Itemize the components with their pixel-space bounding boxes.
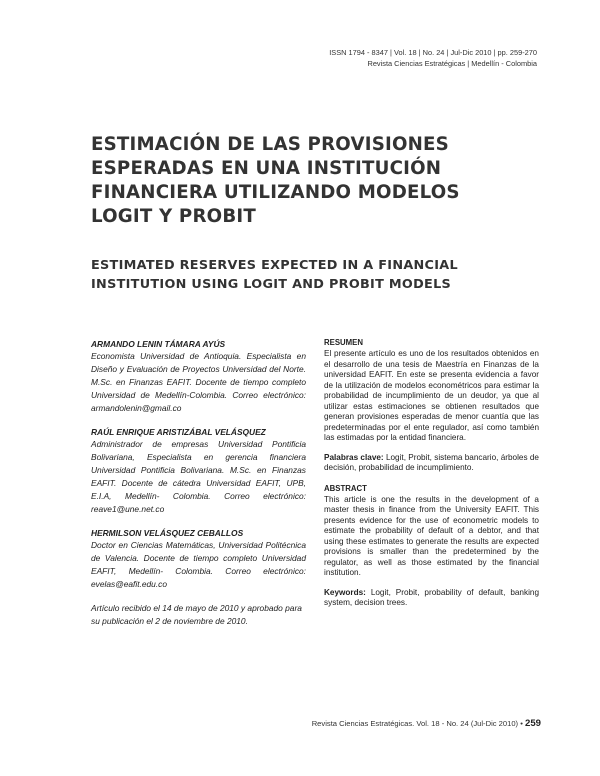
palabras-clave <box>324 453 539 474</box>
title-spanish: ESTIMACIÓN DE LAS PROVISIONES ESPERADAS EN UNA INSTITUCIÓN FINANCIERA UTILIZANDO MODELOS LOGIT Y PROBIT <box>91 134 460 227</box>
received-note: Artículo recibido el 14 de mayo de 2010 y aprobado para su publicación el 2 de noviembre de 2010. <box>91 603 302 626</box>
abstract-text: This article is one the results in the development of a master thesis in finance from the University EAFIT. This presents evidence for the use of econometric models to estimate the probability of default of a debtor, and that using these estimates to generate the results are expected provisions is smaller than the predetermined by the regulator, as well as those estimated by the financial institution. <box>324 494 539 577</box>
palabras-clave-label: Palabras clave: <box>324 452 384 462</box>
footer-journal: Revista Ciencias Estratégicas. Vol. 18 - No. 24 (Jul-Dic 2010) • <box>311 719 523 728</box>
header-issn-line: ISSN 1794 - 8347 | Vol. 18 | No. 24 | Jul-Dic 2010 | pp. 259-270 <box>329 48 537 57</box>
author-bio-2: Administrador de empresas Universidad Pontificia Bolivariana, Especialista en gerencia financiera Universidad Pontificia Bolivariana. M.Sc. en Finanzas EAFIT. Docente de cátedra Universidad EAFIT, UPB, E.I.A, Medellín- Colombia. Correo electrónico: reave1@une.net.co <box>91 439 306 514</box>
journal-header <box>329 47 537 69</box>
author-name-3: HERMILSON VELÁSQUEZ CEBALLOS <box>91 528 244 538</box>
abstract-heading: ABSTRACT <box>324 483 367 493</box>
keywords-text: Logit, Probit, probability of default, banking system, decision trees. <box>324 587 539 607</box>
page-number: 259 <box>524 718 541 729</box>
abstract-column <box>324 338 539 609</box>
title-english: ESTIMATED RESERVES EXPECTED IN A FINANCIAL INSTITUTION USING LOGIT AND PROBIT MODELS <box>91 258 458 292</box>
header-journal-line: Revista Ciencias Estratégicas | Medellín - Colombia <box>367 59 537 68</box>
palabras-clave-text: Logit, Probit, sistema bancario, árboles de decisión, probabilidad de incumplimiento. <box>324 452 539 472</box>
authors-column <box>91 338 306 628</box>
keywords-label: Keywords: <box>324 587 366 597</box>
resumen-text: El presente artículo es uno de los resultados obtenidos en el desarrollo de una tesis de Maestría en Finanzas de la universidad EAFIT. En este se presenta evidencia a favor de la utilización de modelos econométricos para estimar la probabilidad de incumplimiento de un deudor, ya que al utilizar estas estimaciones se obtienen resultados que generan provisiones esperadas de menor cuantía que las predeterminadas por el ente regulador, así como también las estimadas por la entidad financiera. <box>324 349 539 442</box>
resumen-heading: RESUMEN <box>324 338 363 347</box>
keywords <box>324 588 539 609</box>
author-bio-1: Economista Universidad de Antioquia. Especialista en Diseño y Evaluación de Proyectos Universidad del Norte. M.Sc. en Finanzas EAFIT. Docente de tiempo completo Universidad de Medellín-Colombia. Correo electrónico: armandolenin@gmail.co <box>91 351 306 413</box>
author-bio-3: Doctor en Ciencias Matemáticas, Universidad Politécnica de Valencia. Docente de tiempo completo Universidad EAFIT, Medellín- Colombia. Correo electrónico: evelas@eafit.edu.co <box>91 540 306 589</box>
page-footer <box>312 718 541 729</box>
author-name-1: ARMANDO LENIN TÁMARA AYÚS <box>91 339 226 349</box>
author-name-2: RAÚL ENRIQUE ARISTIZÁBAL VELÁSQUEZ <box>91 427 266 437</box>
